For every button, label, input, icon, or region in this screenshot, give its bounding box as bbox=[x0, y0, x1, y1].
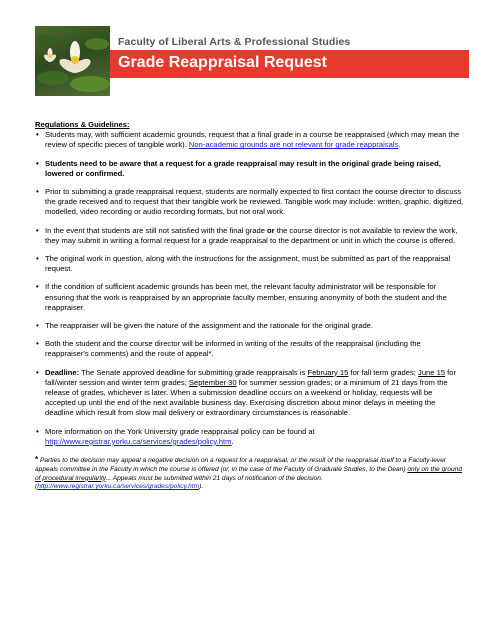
bullet-text: Students need to be aware that a request for a grade reappraisal may result in the original grade being raised, lowered or confirmed. bbox=[45, 158, 441, 178]
bullet-text: for summer session grades; or a minimum of 21 days from the release of grades, whichever is later. When a submission deadline occurs on a weekend or holiday, requests will be accepted up until the end of the next available business day. Exercising discretion about minor delays in meeting the deadline which result from slow mail delivery or extraordinary circumstances is reasonable. bbox=[45, 377, 448, 418]
footnote-text: ). bbox=[199, 483, 204, 491]
bullet-emphasis: or bbox=[267, 225, 275, 235]
bullet-text: . bbox=[398, 140, 401, 150]
header-banner bbox=[35, 26, 469, 96]
bullet-text: . bbox=[231, 436, 234, 446]
regulations-section bbox=[35, 120, 465, 499]
list-item bbox=[35, 254, 465, 274]
list-item bbox=[35, 427, 465, 447]
section-title: Regulations & Guidelines: bbox=[35, 120, 130, 129]
bullet-text: The original work in question, along with the instructions for the assignment, must be submitted as part of the reappraisal request. bbox=[45, 254, 451, 274]
policy-link[interactable]: http://www.registrar.yorku.ca/services/grades/policy.htm bbox=[45, 436, 232, 446]
lily-illustration bbox=[35, 26, 110, 96]
bullet-text: If the condition of sufficient academic grounds has been met, the relevant faculty administrator will be responsible for ensuring that the work is reappraised by an appropriate faculty member, ensuring anonymity of both the student and the reappraiser. bbox=[45, 282, 447, 312]
footnote-text: Parties to the decision may appeal a negative decision on a request for a reappraisal, or the result of the reappraisal itself to a Faculty-level appeals committee in the Faculty in which the course is offered (or, in the case of the Faculty of Graduate Studies, to the Dean) bbox=[35, 457, 446, 473]
list-item bbox=[35, 282, 465, 313]
list-item bbox=[35, 187, 465, 218]
bullet-text: for fall term grades; bbox=[348, 367, 419, 377]
non-academic-grounds-link[interactable]: Non-academic grounds are not relevant for grade reappraisals bbox=[188, 140, 399, 150]
bullet-text: The Senate approved deadline for submitting grade reappraisals is bbox=[79, 367, 308, 377]
footnote-policy-link[interactable]: http://www.registrar.yorku.ca/services/grades/policy.htm bbox=[37, 483, 200, 491]
footnote-marker: * bbox=[35, 455, 39, 465]
deadline-date: September 30 bbox=[188, 377, 237, 387]
list-item bbox=[35, 321, 465, 331]
guidelines-list bbox=[35, 130, 465, 447]
page-title: Grade Reappraisal Request bbox=[118, 54, 327, 71]
list-item bbox=[35, 368, 465, 419]
bullet-text: Prior to submitting a grade reappraisal request, students are normally expected to first contact the course director to discuss the grade received and to request that their tangible work be reviewed. Tangible work may include: written, graphic, digitized, modelled, video recording or audio recording formats, but not oral work. bbox=[45, 187, 464, 217]
bullet-text: Both the student and the course director will be informed in writing of the results of the reappraisal (including the reappraiser's comments) and the route of appeal*. bbox=[45, 339, 421, 359]
water-lily-photo bbox=[35, 26, 110, 96]
deadline-label: Deadline: bbox=[45, 367, 80, 377]
list-item bbox=[35, 226, 465, 246]
bullet-text: In the event that students are still not satisfied with the final grade bbox=[45, 225, 268, 235]
faculty-name: Faculty of Liberal Arts & Professional Studies bbox=[118, 36, 351, 48]
footnote-text: ... Appeals must be submitted within 21 days of notification of the decision. ( bbox=[35, 474, 323, 491]
deadline-date: June 15 bbox=[418, 367, 446, 377]
deadline-date: February 15 bbox=[307, 367, 349, 377]
list-item bbox=[35, 130, 465, 150]
bullet-text: the course director is not available to review the work, they may submit in writing a formal request for a grade reappraisal to the department or unit in which the course is offered. bbox=[45, 225, 458, 245]
list-item bbox=[35, 339, 465, 359]
footnote-emphasis: only on the ground of procedural irregularity bbox=[35, 465, 463, 482]
bullet-text: More information on the York University grade reappraisal policy can be found at bbox=[45, 426, 315, 436]
bullet-text: for fall/winter session and winter term grades; bbox=[45, 367, 457, 387]
bullet-text: The reappraiser will be given the nature of the assignment and the rationale for the original grade. bbox=[45, 321, 373, 331]
list-item bbox=[35, 159, 465, 179]
bullet-text: Students may, with sufficient academic grounds, request that a final grade in a course be reappraised (which may mean the review of specific pieces of tangible work). bbox=[45, 130, 460, 150]
appeal-footnote bbox=[35, 456, 465, 492]
title-bar bbox=[110, 50, 469, 78]
